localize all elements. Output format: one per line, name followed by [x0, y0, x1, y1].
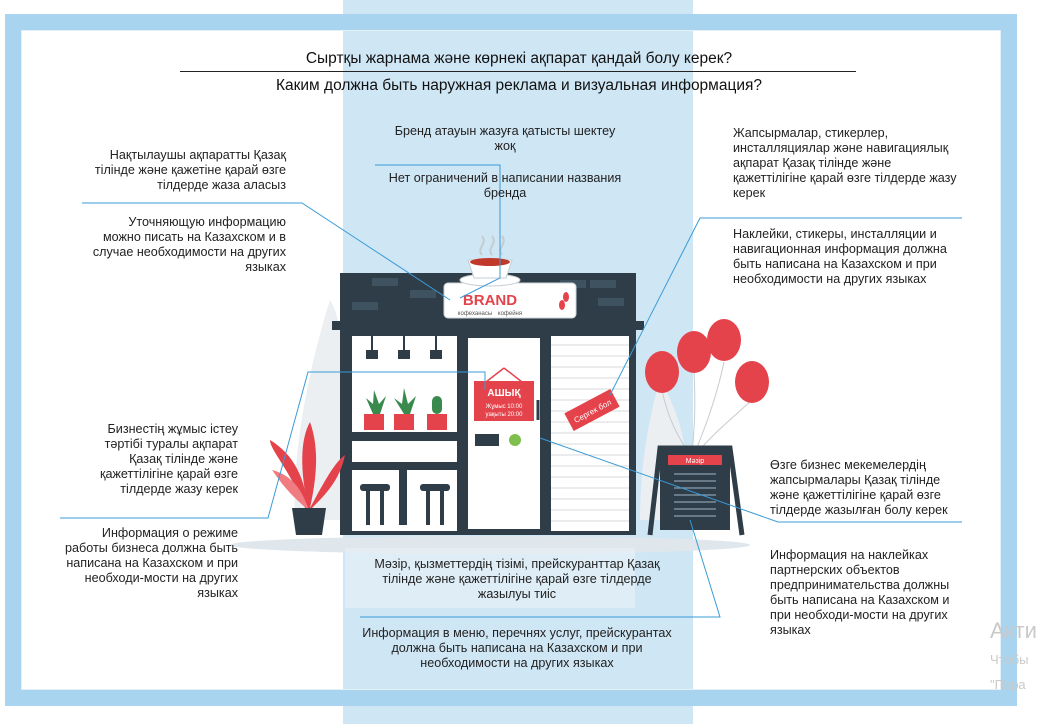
coffee-bean-icon: [563, 292, 569, 302]
table-leg: [399, 470, 407, 525]
balloon-string: [692, 372, 695, 455]
stickers-text-ru: Наклейки, стикеры, инсталляции и навигационная информация должна быть написана на Казахском и при необходимости на других языках: [733, 227, 947, 286]
table-top: [352, 462, 457, 470]
door: [466, 336, 542, 531]
stool-leg: [366, 491, 370, 525]
coffee-bean-icon: [559, 300, 565, 310]
watermark-line2: Чтобы: [990, 652, 1029, 667]
brick: [352, 302, 378, 310]
cactus-icon: [432, 396, 442, 414]
title-kz: Сыртқы жарнама және көрнекі ақпарат қандай болу керек?: [305, 50, 733, 67]
balloon-icon: [645, 351, 679, 393]
brand-sub-kz: кофеханасы: [457, 311, 493, 317]
lamp-icon: [398, 350, 410, 359]
partners-text-kz: Өзге бизнес мекемелердің жапсырмалары Қазақ тілінде және қажеттілігіне қарай өзге тілдерде жазылған болу керек: [770, 458, 948, 517]
awning: [332, 321, 644, 330]
open-hours-row1: Жұмыс 10:00: [485, 404, 523, 410]
flower-pot: [292, 508, 326, 535]
balloon-icon: [677, 331, 711, 373]
brick: [372, 278, 398, 286]
sticker-label: Сергек бол: [572, 397, 613, 425]
brand-text-kz: Бренд атауын жазуға қатысты шектеу жоқ: [394, 124, 616, 153]
open-hours-row2: уақыты 20:00: [485, 412, 523, 418]
coffee-surface: [470, 258, 510, 266]
counter: [352, 432, 457, 441]
stool-leg: [426, 491, 430, 525]
brick: [590, 280, 616, 288]
menu-text-kz: Мәзір, қызметтердің тізімі, прейскуранттар Қазақ тілінде және қажеттілігіне қарай өзге тілдерде жазылуы тиіс: [374, 557, 660, 601]
stool-seat: [360, 484, 390, 491]
brick: [598, 298, 624, 306]
brand-name: BRAND: [462, 292, 518, 309]
hours-text-kz: Бизнестің жұмыс істеу тәртібі туралы ақпарат Қазақ тілінде және қажеттілігіне қарай өзге тілдерде жазу керек: [99, 422, 238, 496]
menu-text-ru: Информация в меню, перечнях услуг, прейскурантах должна быть написана на Казахском и при необходимости на других языках: [362, 626, 672, 670]
stool-seat: [420, 484, 450, 491]
steam-icon: [480, 236, 483, 255]
steam-icon: [490, 236, 493, 255]
balloon-icon: [735, 361, 769, 403]
title-ru: Каким должна быть наружная реклама и визуальная информация?: [275, 77, 763, 94]
brick: [410, 290, 436, 298]
clarifying-text-kz: Нақтылаушы ақпаратты Қазақ тілінде және қажетіне қарай өзге тілдерде жаза аласыз: [94, 148, 286, 192]
plant-pot: [364, 414, 384, 430]
steam-icon: [500, 236, 503, 255]
stickers-text-kz: Жапсырмалар, стикерлер, инсталляциялар және навигациялық ақпарат Қазақ тілінде және қажеттілігіне қарай өзге тілдерде жазу керек: [733, 126, 957, 200]
watermark-line3: "Пара: [990, 677, 1026, 692]
plant-pot: [427, 414, 447, 430]
lamp-icon: [430, 350, 442, 359]
door-sticker: [475, 434, 499, 446]
partners-text-ru: Информация на наклейках партнерских объектов предпринимательства должны быть написана на Казахском и при необходи-мости на других языках: [770, 548, 950, 637]
brand-sub-ru: кофейня: [497, 311, 523, 317]
lamp-icon: [366, 350, 378, 359]
stool-leg: [440, 491, 444, 525]
plant-pot: [394, 414, 414, 430]
menu-board-title: Мәзір: [685, 458, 705, 465]
watermark-line1: Акти: [990, 618, 1037, 643]
clarifying-text-ru: Уточняющую информацию можно писать на Казахском и в случае необходимости на других языках: [92, 215, 286, 274]
door-sticker-badge: [509, 434, 521, 446]
brand-text-ru: Нет ограничений в написании названия бренда: [388, 171, 622, 200]
hours-text-ru: Информация о режиме работы бизнеса должна быть написана на Казахском и при необходи-мости на других языках: [65, 526, 238, 600]
balloon-string: [694, 362, 724, 455]
balloon-icon: [707, 319, 741, 361]
stool-leg: [380, 491, 384, 525]
open-sign-label: АШЫҚ: [487, 388, 521, 399]
